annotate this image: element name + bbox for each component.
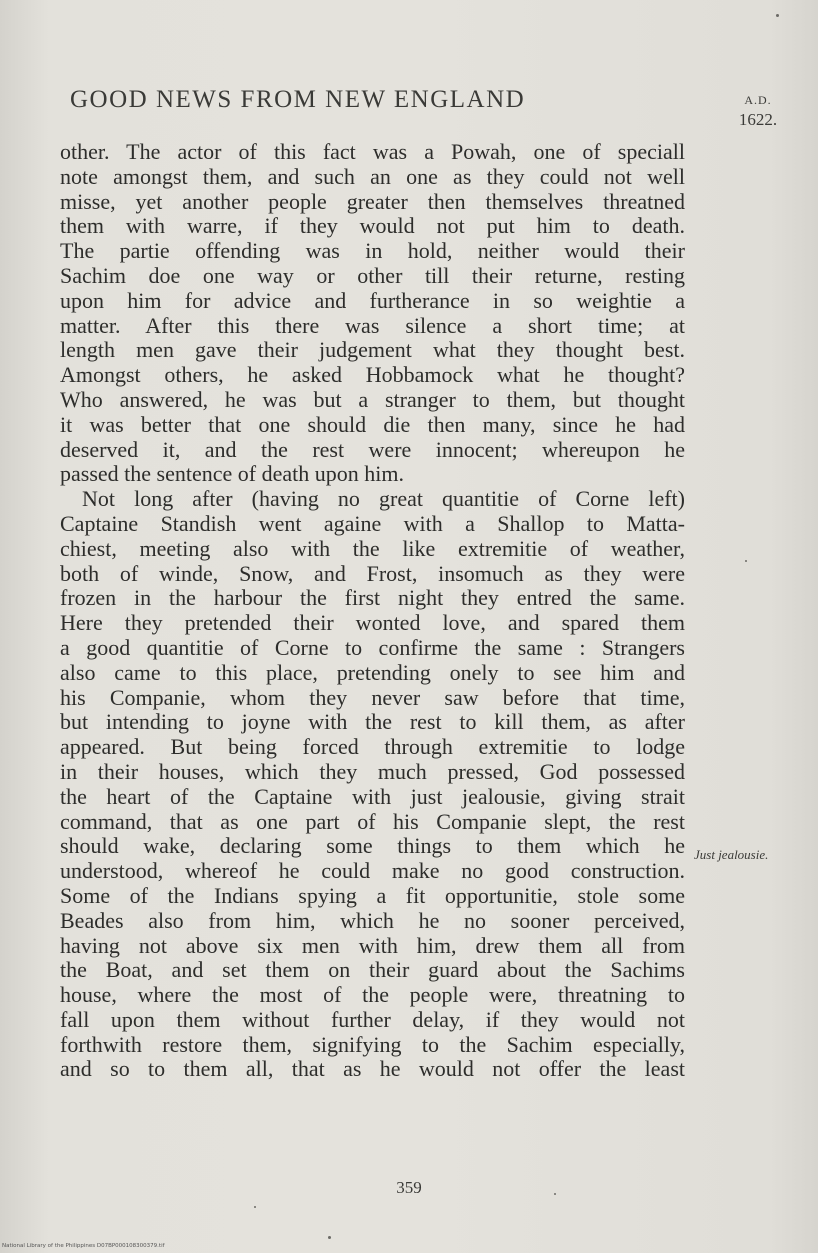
dust-speck — [328, 1236, 331, 1239]
text-line: deserved it, and the rest were innocent; whereupon he — [60, 436, 685, 462]
text-line: the heart of the Captaine with just jealousie, giving strait — [60, 783, 685, 809]
body-text — [60, 140, 685, 1082]
text-line: misse, yet another people greater then themselves threatned — [60, 188, 685, 214]
text-line: Captaine Standish went againe with a Shallop to Matta- — [60, 510, 685, 536]
text-line: them with warre, if they would not put him to death. — [60, 213, 685, 239]
text-line: forthwith restore them, signifying to the Sachim especially, — [60, 1031, 685, 1057]
text-line: Beades also from him, which he no sooner perceived, — [60, 907, 685, 933]
text-line: The partie offending was in hold, neither would their — [60, 238, 685, 264]
text-line: house, where the most of the people were, threatning to — [60, 982, 685, 1008]
running-head: GOOD NEWS FROM NEW ENGLAND — [70, 86, 526, 113]
text-line: other. The actor of this fact was a Powah, one of speciall — [60, 139, 685, 164]
text-line: it was better that one should die then many, since he had — [60, 411, 685, 437]
dust-speck — [745, 560, 747, 562]
text-line: both of winde, Snow, and Frost, insomuch as they were — [60, 560, 685, 586]
scan-credit: National Library of the Philippines D07BP000108300379.tif — [2, 1243, 165, 1249]
dust-speck — [254, 1206, 256, 1208]
text-line: appeared. But being forced through extremitie to lodge — [60, 734, 685, 760]
text-line: note amongst them, and such an one as they could not well — [60, 163, 685, 189]
text-line: having not above six men with him, drew them all from — [60, 932, 685, 958]
text-line: his Companie, whom they never saw before that time, — [60, 684, 685, 710]
text-line: a good quantitie of Corne to confirme the same : Strangers — [60, 634, 685, 660]
text-line: chiest, meeting also with the like extremitie of weather, — [60, 535, 685, 561]
text-line: Amongst others, he asked Hobbamock what he thought? — [60, 362, 685, 388]
text-line: matter. After this there was silence a short time; at — [60, 312, 685, 338]
text-line: Sachim doe one way or other till their returne, resting — [60, 262, 685, 288]
text-line: the Boat, and set them on their guard about the Sachims — [60, 957, 685, 983]
text-line: fall upon them without further delay, if they would not — [60, 1006, 685, 1032]
text-line: passed the sentence of death upon him. — [60, 461, 404, 487]
text-line: Here they pretended their wonted love, and spared them — [60, 610, 685, 636]
dust-speck — [554, 1193, 556, 1195]
text-line: understood, whereof he could make no good construction. — [60, 858, 685, 884]
text-line: frozen in the harbour the first night they entred the same. — [60, 585, 685, 611]
text-line: Not long after (having no great quantitie of Corne left) — [82, 486, 685, 512]
text-line: command, that as one part of his Companie slept, the rest — [60, 808, 685, 834]
text-line: Some of the Indians spying a fit opportunitie, stole some — [60, 882, 685, 908]
page-number: 359 — [396, 1178, 422, 1197]
margin-note: Just jealousie. — [694, 847, 769, 862]
text-line: should wake, declaring some things to them which he — [60, 833, 685, 859]
dust-speck — [776, 14, 779, 17]
date-label: A.D. — [744, 93, 772, 107]
text-line: and so to them all, that as he would not offer the least — [60, 1056, 685, 1082]
text-line: but intending to joyne with the rest to kill them, as after — [60, 709, 685, 735]
date-year: 1622. — [738, 110, 778, 129]
marginal-date — [728, 93, 788, 130]
text-line: upon him for advice and furtherance in so weightie a — [60, 287, 685, 313]
text-line: Who answered, he was but a stranger to them, but thought — [60, 386, 685, 412]
text-line: in their houses, which they much pressed, God possessed — [60, 758, 685, 784]
text-line: also came to this place, pretending onely to see him and — [60, 659, 685, 685]
text-line: length men gave their judgement what they thought best. — [60, 337, 685, 363]
